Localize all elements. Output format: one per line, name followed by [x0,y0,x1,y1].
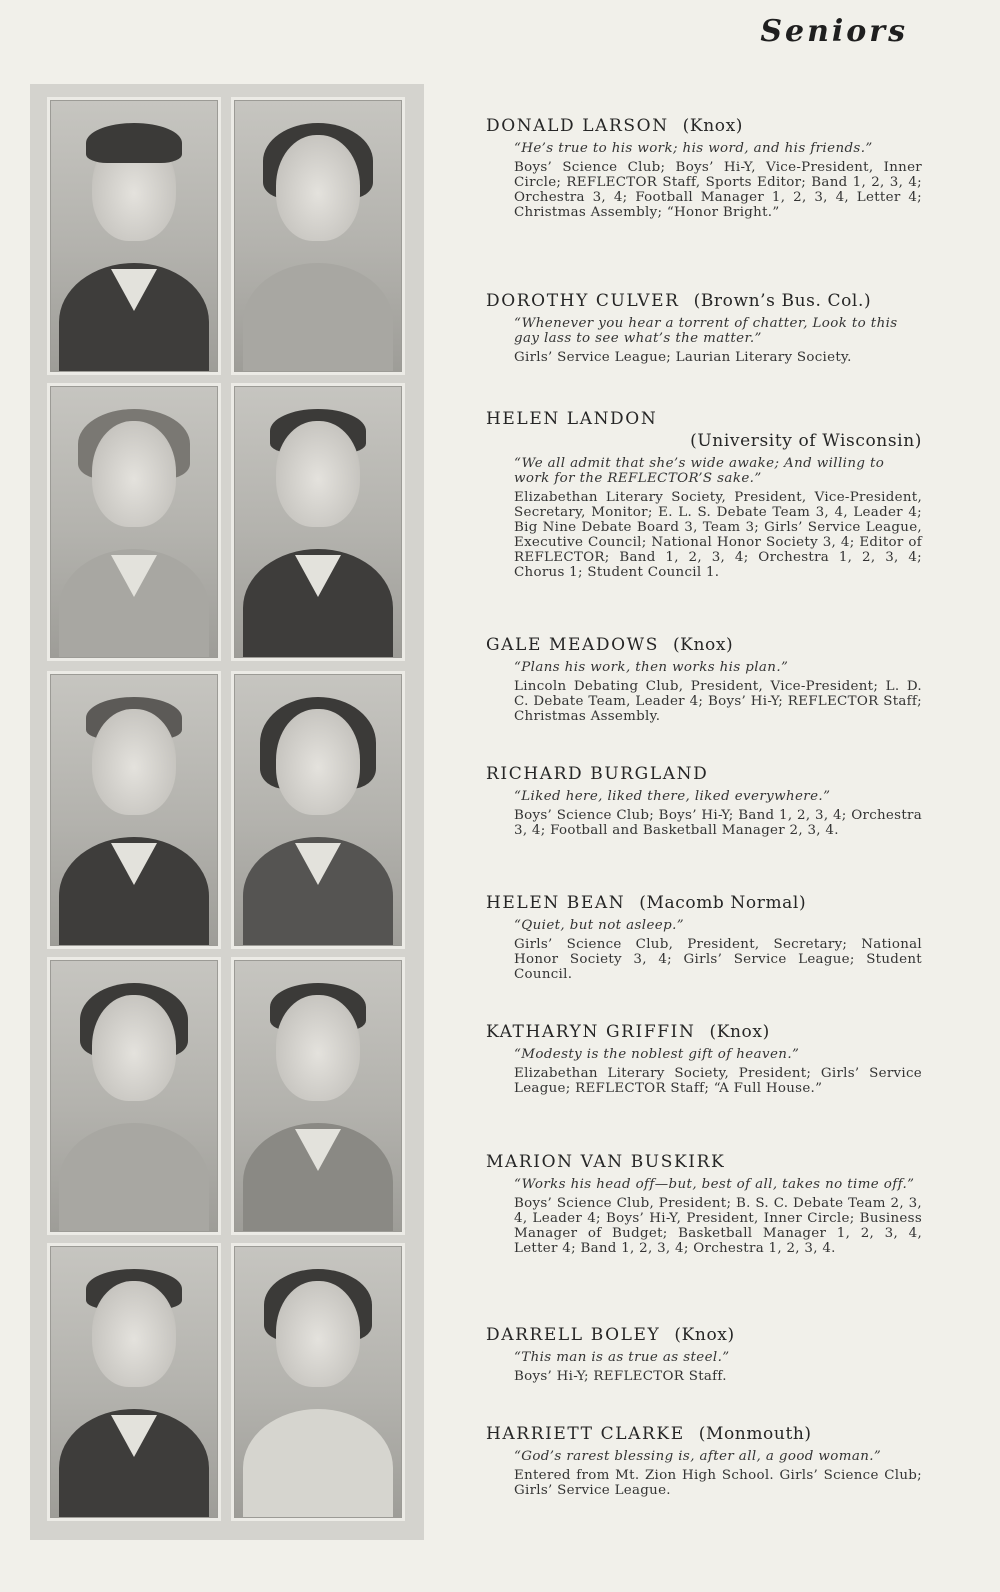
senior-quote: “We all admit that she’s wide awake; And willing to work for the REFLECTOR’S sake.” [514,456,885,486]
senior-quote: “Whenever you hear a torrent of chatter, Look to this gay lass to see what’s the matter.” [514,316,898,346]
senior-name: DARRELL BOLEY [486,1325,661,1345]
senior-name: HARRIETT CLARKE [486,1424,685,1444]
senior-quote: “Works his head off—but, best of all, takes no time off.” [514,1177,915,1192]
senior-destination: (Knox) [672,635,734,655]
senior-entry [486,1423,922,1498]
senior-quote: “He’s true to his work; his word, and his friends.” [514,141,873,156]
senior-name: HELEN BEAN [486,893,626,913]
senior-entry [486,1324,922,1384]
portrait-photo [234,100,402,372]
senior-destination: (Knox) [709,1022,770,1042]
senior-name: DONALD LARSON [486,116,669,136]
senior-activities: Girls’ Science Club, President, Secretary; National Honor Society 3, 4; Girls’ Service League; Student Council. [514,937,922,982]
senior-activities: Boys’ Hi-Y; REFLECTOR Staff. [514,1369,727,1384]
senior-destination: (Brown’s Bus. Col.) [693,291,872,311]
portrait-photo [50,960,218,1232]
senior-destination: (Macomb Normal) [639,893,807,913]
senior-name: RICHARD BURGLAND [486,764,709,784]
senior-activities: Boys’ Science Club, President; B. S. C. Debate Team 2, 3, 4, Leader 4; Boys’ Hi-Y, President, Inner Circle; Business Manager of Budget; Basketball Manager 1, 2, 3, 4, Letter 4; Band 1, 2, 3, 4; Orchestra 1, 2, 3, 4. [514,1196,922,1256]
senior-activities: Boys’ Science Club; Boys’ Hi-Y, Vice-President, Inner Circle; REFLECTOR Staff, Sports Editor; Band 1, 2, 3, 4; Orchestra 3, 4; Football Manager 1, 2, 3, 4, Letter 4; Christmas Assembly; “Honor Bright.” [514,160,922,220]
senior-entry [486,115,922,220]
senior-name: MARION VAN BUSKIRK [486,1152,726,1172]
senior-entry [486,634,922,724]
senior-destination: (Knox) [682,116,744,136]
senior-activities: Boys’ Science Club; Boys’ Hi-Y; Band 1, 2, 3, 4; Orchestra 3, 4; Football and Basketball Manager 2, 3, 4. [514,808,922,838]
senior-activities: Elizabethan Literary Society, President, Vice-President, Secretary, Monitor; E. L. S. Debate Team 3, 4, Leader 4; Big Nine Debate Board 3, Team 3; Girls’ Service League, Executive Council; National Honor Society 3, 4; Editor of REFLECTOR; Band 1, 2, 3, 4; Orchestra 1, 2, 3, 4; Chorus 1; Student Council 1. [514,490,922,580]
senior-entry [486,1021,922,1096]
senior-name: GALE MEADOWS [486,635,659,655]
senior-entry [486,290,922,365]
senior-quote: “Modesty is the noblest gift of heaven.” [514,1047,800,1062]
senior-activities: Girls’ Service League; Laurian Literary Society. [514,350,852,365]
portrait-photo [234,1246,402,1518]
page-title: Seniors [760,14,908,49]
senior-entry [486,408,922,580]
senior-quote: “God’s rarest blessing is, after all, a good woman.” [514,1449,882,1464]
portrait-photo [50,1246,218,1518]
portrait-panel [30,84,424,1540]
senior-name: DOROTHY CULVER [486,291,680,311]
senior-quote: “Liked here, liked there, liked everywhere.” [514,789,831,804]
portrait-photo [50,100,218,372]
senior-activities: Entered from Mt. Zion High School. Girls’ Science Club; Girls’ Service League. [514,1468,922,1498]
senior-entry [486,763,922,838]
senior-entry [486,1151,922,1256]
senior-activities: Lincoln Debating Club, President, Vice-President; L. D. C. Debate Team, Leader 4; Boys’ Hi-Y; REFLECTOR Staff; Christmas Assembly. [514,679,922,724]
senior-activities: Elizabethan Literary Society, President; Girls’ Service League; REFLECTOR Staff; “A Full House.” [514,1066,922,1096]
senior-quote: “This man is as true as steel.” [514,1350,730,1365]
portrait-photo [50,386,218,658]
senior-quote: “Plans his work, then works his plan.” [514,660,789,675]
portrait-photo [234,386,402,658]
portrait-photo [234,960,402,1232]
senior-entry [486,892,922,982]
senior-name: HELEN LANDON [486,409,658,429]
senior-destination: (Monmouth) [698,1424,812,1444]
senior-destination: (Knox) [674,1325,735,1345]
portrait-photo [234,674,402,946]
senior-destination: (University of Wisconsin) [690,431,922,451]
portrait-photo [50,674,218,946]
senior-quote: “Quiet, but not asleep.” [514,918,684,933]
senior-name: KATHARYN GRIFFIN [486,1022,696,1042]
